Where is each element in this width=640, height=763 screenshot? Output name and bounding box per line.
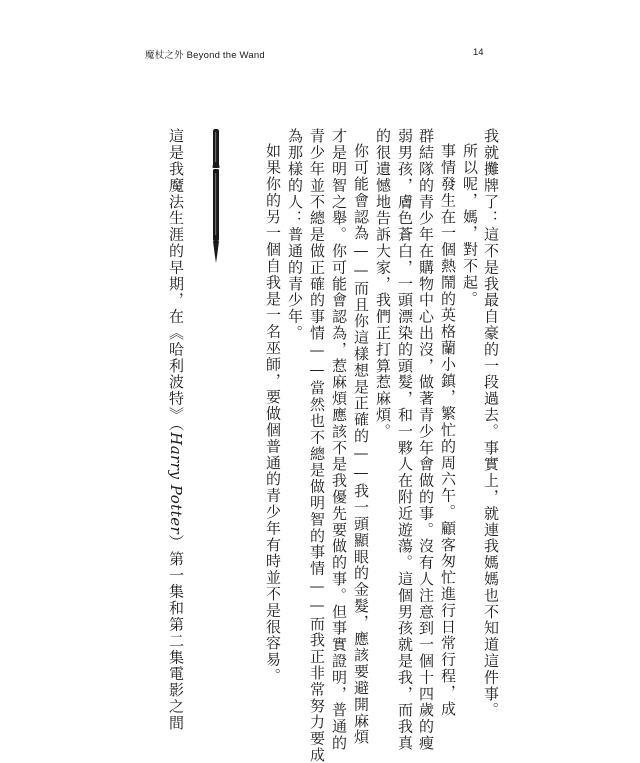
text-column-6: 的很遺憾地告訴大家，我們正打算惹麻煩。 <box>374 128 392 440</box>
text-column-10: 為那樣的人：普通的青少年。 <box>286 128 304 342</box>
text-column-11: 如果你的另一個自我是一名巫師，要做個普通的青少年有時並不是很容易。 <box>264 143 282 685</box>
book-title-latin: Harry Potter <box>167 432 185 535</box>
text-column-12-after: ）第一集和第二集電影之間 <box>167 534 185 732</box>
text-column-3: 事情發生在一個熱鬧的英格蘭小鎮，繁忙的周六午。顧客匆忙進行日常行程，成 <box>439 143 457 717</box>
page-number: 14 <box>473 47 484 58</box>
fountain-pen-icon <box>209 127 223 267</box>
text-column-7: 你可能會認為——而且你這樣想是正確的——我一頭顯眼的金髮，應該要避開麻煩 <box>352 143 370 746</box>
text-column-8: 才是明智之舉。你可能會認為，惹麻煩應該不是我優先要做的事。但事實證明，普通的 <box>330 128 348 752</box>
text-column-12-before: 這是我魔法生涯的早期，在《哈利波特》（ <box>167 128 185 433</box>
text-column-2: 所以呢，媽，對不起。 <box>461 143 479 307</box>
text-column-12 <box>166 128 186 731</box>
text-column-9: 青少年並不總是做正確的事情——當然也不總是做明智的事情——而我正非常努力要成 <box>308 128 326 763</box>
pen-cap <box>213 129 220 168</box>
pen-barrel <box>213 169 219 241</box>
pen-nib <box>213 241 219 263</box>
text-column-5: 弱男孩，膚色蒼白，一頭漂染的頭髮，和一夥人在附近遊蕩。這個男孩就是我，而我真 <box>396 128 414 752</box>
running-title: 魔杖之外 Beyond the Wand <box>145 50 265 61</box>
text-column-1: 我就攤牌了：這不是我最自豪的一段過去。事實上，就連我媽媽也不知道這件事。 <box>482 128 500 719</box>
text-column-4: 群結隊的青少年在購物中心出沒，做著青少年會做的事。沒有人注意到一個十四歲的瘦 <box>417 128 435 752</box>
